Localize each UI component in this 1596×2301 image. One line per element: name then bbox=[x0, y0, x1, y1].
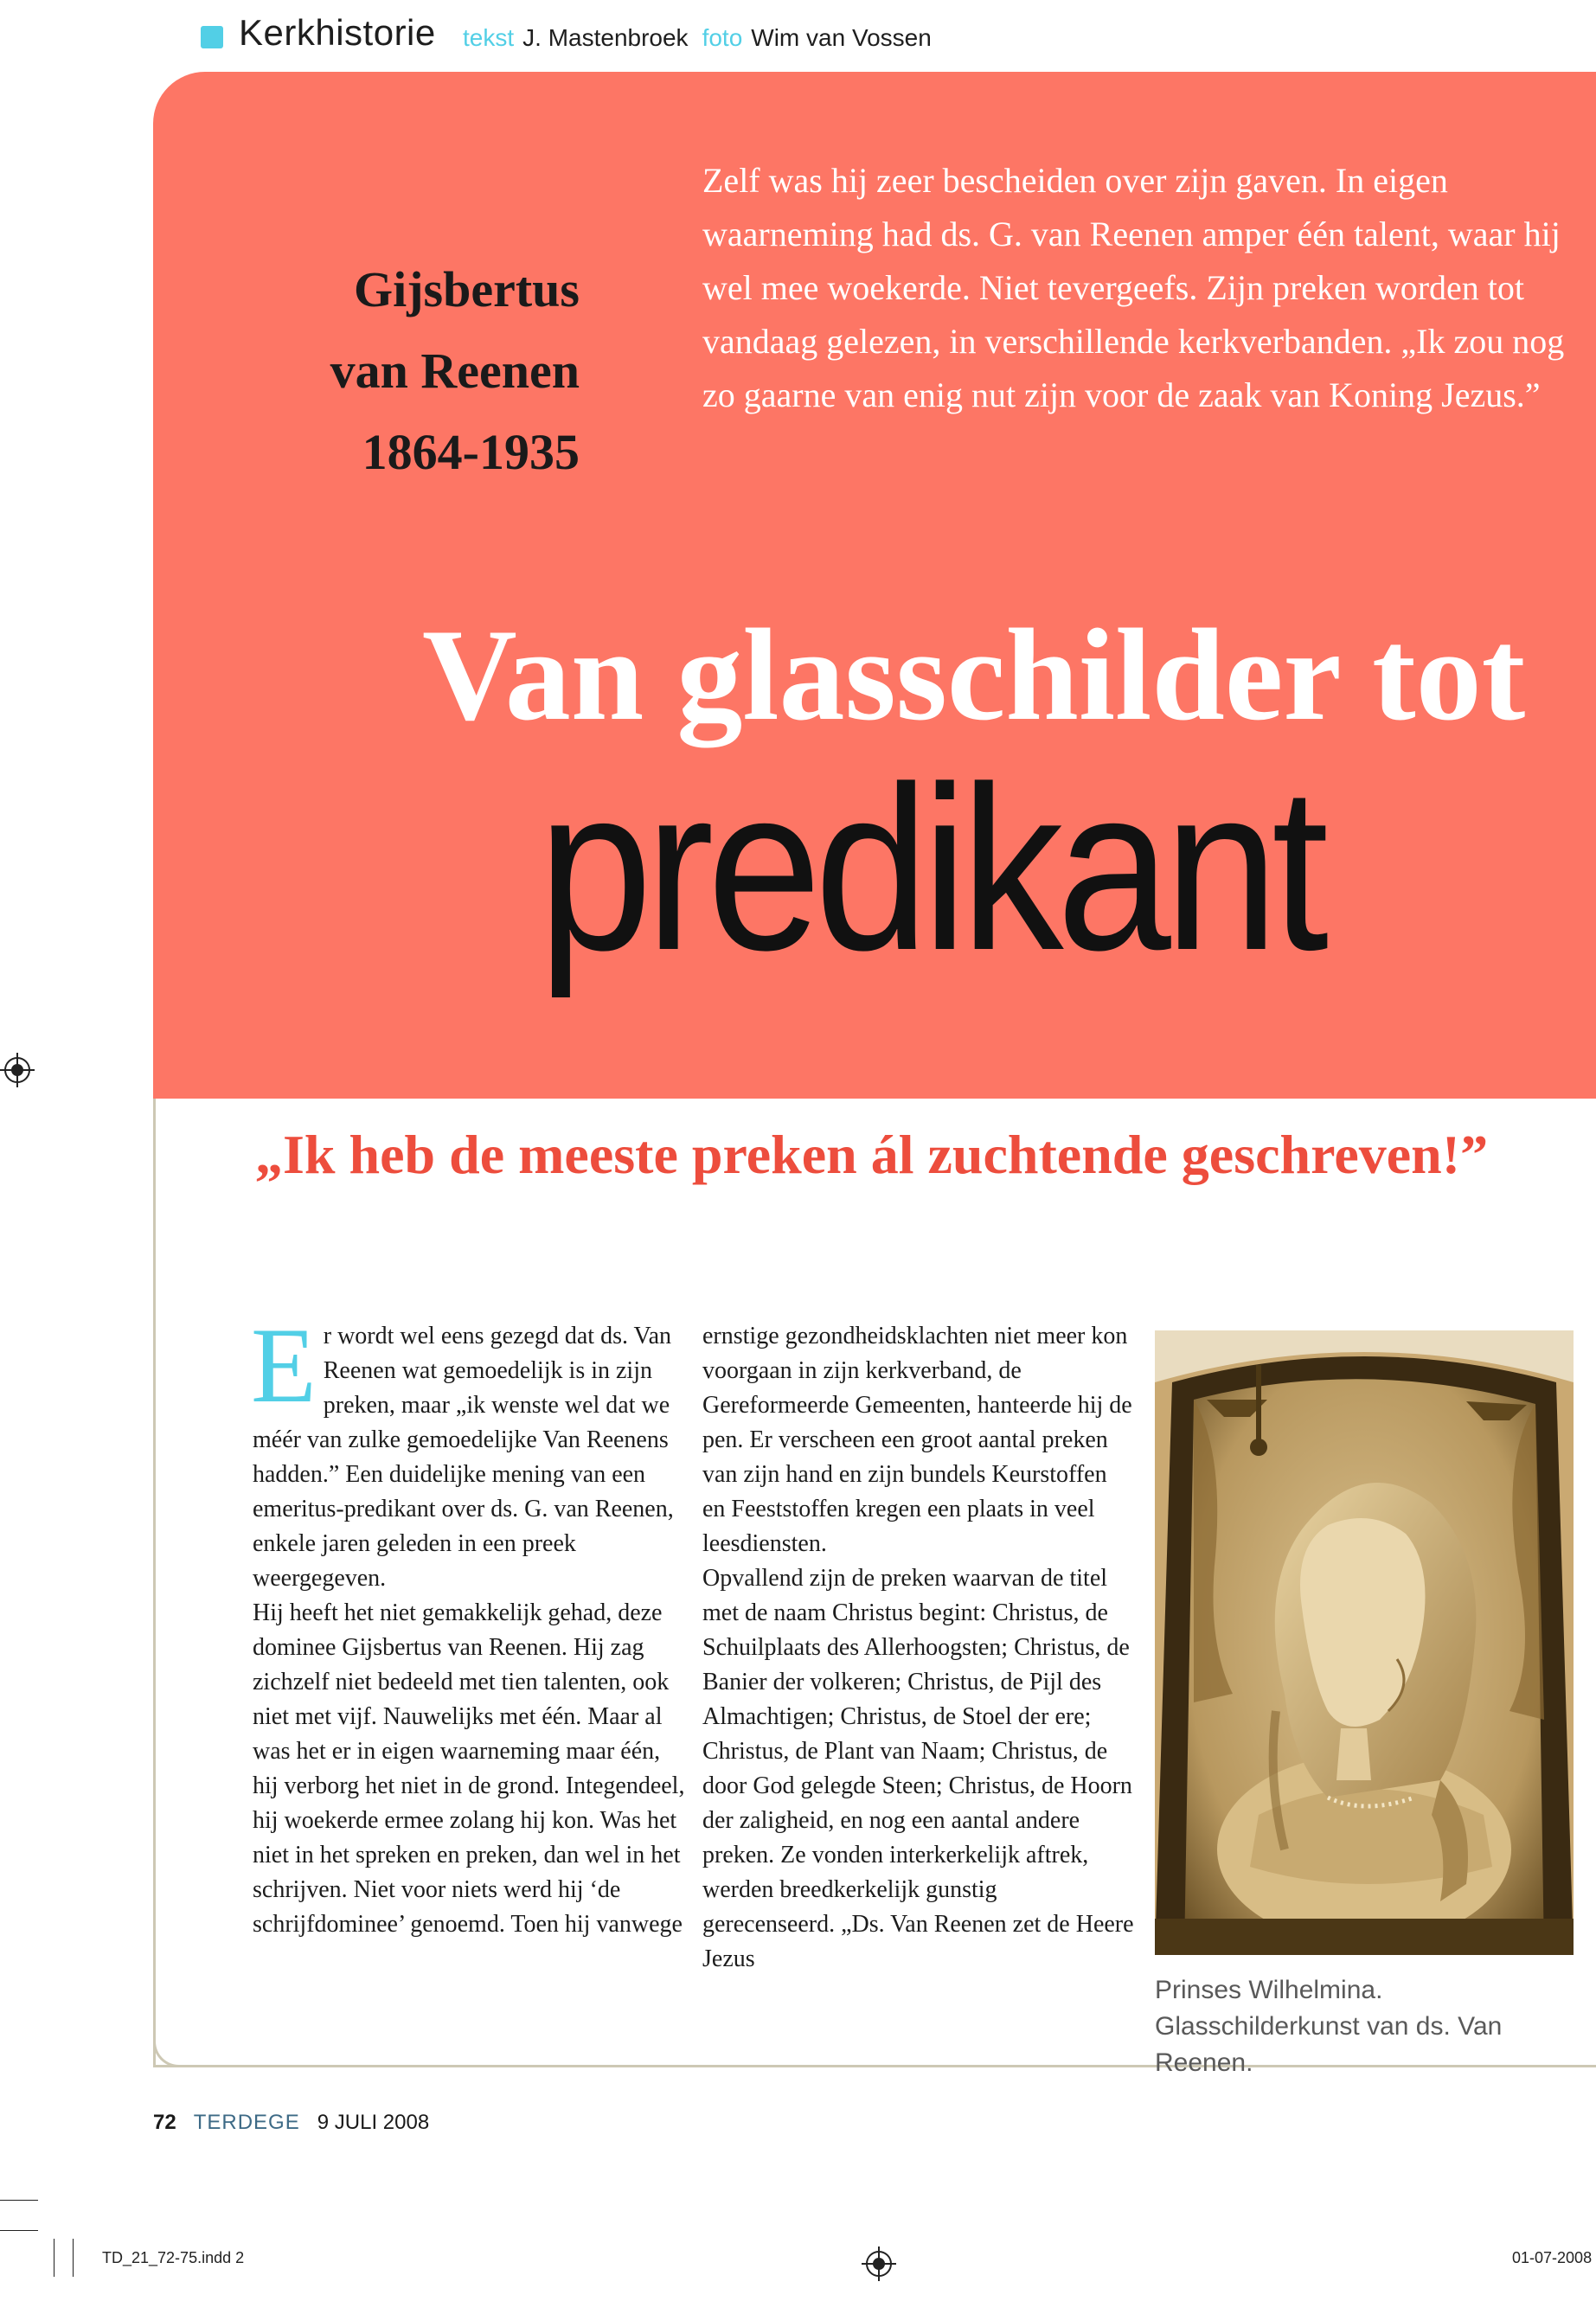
registration-mark-icon bbox=[0, 1053, 35, 1087]
subject-years: 1864-1935 bbox=[362, 424, 580, 480]
article-column-1 bbox=[251, 1306, 685, 1942]
paragraph: Hij heeft het niet gemakkelijk gehad, deze dominee Gijsbertus van Reenen. Hij zag zichzelf niet bedeeld met tien talenten, ook niet met vijf. Nauwelijks met één. Maar al was het er in eigen waarneming maar één, hij verborg het niet in de grond. Integendeel, hij woekerde ermee zolang hij kon. Was het niet in het spreken en preken, dan wel in het schrijven. Niet voor niets werd hij ‘de schrijfdominee’ genoemd. Toen hij vanwege bbox=[253, 1599, 685, 1938]
magazine-name: TERDEGE bbox=[193, 2111, 300, 2134]
registration-mark-icon bbox=[862, 2247, 896, 2281]
section-title: Kerkhistorie bbox=[239, 12, 436, 53]
article-column-2 bbox=[702, 1319, 1135, 1977]
photo-label: foto bbox=[702, 24, 743, 51]
headline-line-2: predikant bbox=[538, 739, 1323, 999]
slug-date: 01-07-2008 bbox=[1512, 2249, 1593, 2266]
folio bbox=[153, 2111, 429, 2135]
portrait-illustration bbox=[1155, 1330, 1574, 1955]
subject-block bbox=[147, 249, 580, 493]
frame-corner bbox=[153, 2040, 181, 2067]
crop-mark bbox=[0, 2230, 38, 2231]
drop-cap: E bbox=[251, 1306, 317, 1425]
subject-first-name: Gijsbertus bbox=[354, 261, 580, 317]
intro-text: Zelf was hij zeer bescheiden over zijn gaven. In eigen waarneming had ds. G. van Reenen amper één talent, waar hij wel mee woekerde. Niet tevergeefs. Zijn preken worden tot vandaag gelezen, in verschillende kerkverbanden. „Ik zou nog zo gaarne van enig nut zijn voor de zaak van Koning Jezus.” bbox=[702, 161, 1565, 414]
headline-line-1: Van glasschilder tot bbox=[422, 602, 1526, 747]
photographer-name: Wim van Vossen bbox=[751, 24, 932, 51]
credits bbox=[463, 24, 932, 52]
paragraph: ernstige gezondheidsklachten niet meer kon voorgaan in zijn kerkverband, de Gereformeerde Gemeenten, hanteerde hij de pen. Er verscheen een groot aantal preken van zijn hand en zijn bundels Keurstoffen en Feeststoffen kregen een plaats in veel leesdiensten. bbox=[702, 1323, 1132, 1557]
frame-left-rule bbox=[153, 1099, 156, 2067]
pull-quote: „Ik heb de meeste preken ál zuchtende geschreven!” bbox=[255, 1124, 1489, 1185]
issue-date: 9 JULI 2008 bbox=[317, 2111, 430, 2134]
text-label: tekst bbox=[463, 24, 515, 51]
crop-mark bbox=[0, 2200, 38, 2201]
subject-last-name: van Reenen bbox=[330, 343, 580, 399]
section-marker bbox=[201, 26, 223, 48]
author-name: J. Mastenbroek bbox=[522, 24, 689, 51]
photo-caption: Prinses Wilhelmina. Glasschilderkunst van ds. Van Reenen. bbox=[1155, 1976, 1503, 2077]
stained-glass-photo bbox=[1155, 1330, 1574, 1955]
paragraph: Opvallend zijn de preken waarvan de titel met de naam Christus begint: Christus, de Schuilplaats des Allerhoogsten; Christus, de Banier der volkeren; Christus, de Pijl des Almachtigen; Christus, de Stoel der ere; Christus, de Plant van Naam; Christus, de door God gelegde Steen; Christus, de Hoorn der zaligheid, en nog een aantal andere preken. Ze vonden interkerkelijk aftrek, werden breedkerkelijk gunstig gerecenseerd. „Ds. Van Reenen zet de Heere Jezus bbox=[702, 1565, 1134, 1972]
paragraph: r wordt wel eens gezegd dat ds. Van Reenen wat gemoedelijk is in zijn preken, maar „ik wenste wel dat we méér van zulke gemoedelijke Van Reenens hadden.” Een duidelijke mening van een emeritus-predikant over ds. G. van Reenen, enkele jaren geleden in een preek weergegeven. bbox=[253, 1323, 674, 1592]
crop-mark bbox=[73, 2239, 74, 2277]
page-number: 72 bbox=[153, 2111, 176, 2134]
slug-filename: TD_21_72-75.indd 2 bbox=[102, 2249, 245, 2266]
